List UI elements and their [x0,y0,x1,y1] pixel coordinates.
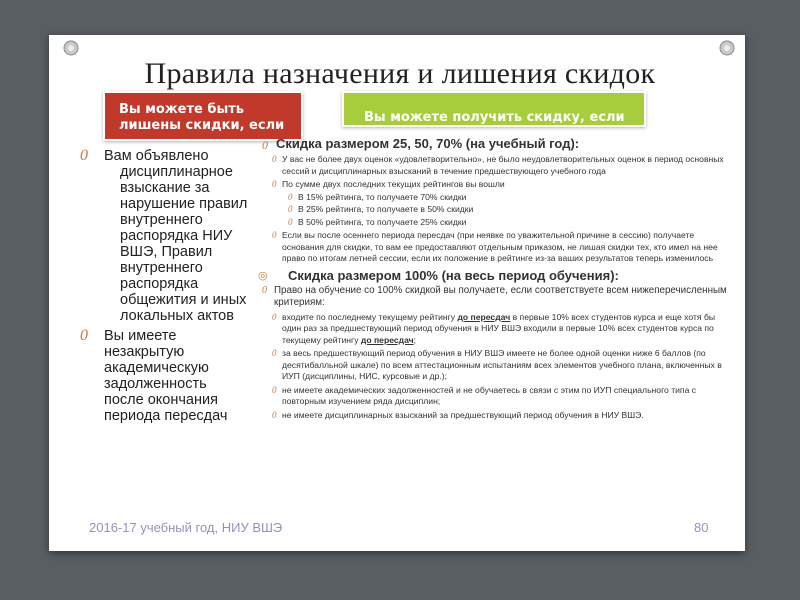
bullet-icon: 0 [80,327,88,344]
list-item: 0 По сумме двух последних текущих рейтингов вы вошли [272,179,505,189]
footer-text: 2016-17 учебный год, НИУ ВШЭ [89,520,283,535]
slide-title: Правила назначения и лишения скидок [144,57,656,90]
deprivation-header: Вы можете быть лишены скидки, если [103,91,303,141]
list-item: 0 за весь предшествующий период обучения в НИУ ВШЭ имеете не более одной оценки ниже 6 баллов (по десятибалльной шкале) по всем аттестационным испытаниям всех элементов учебного плана, включенных в ИУП (дисциплины, НИС, курсовые и др.); [272,348,722,381]
list-item: 0 Если вы после осеннего периода пересдач (при неявке по уважительной причине в сессию) получаете основания для скидки, то вам ее предоставляют отдельным приказом, не лишая скидки тех, кто имел на нее право по итогам летней сессии, если их положение в рейтинге из-за ваших результатов теперь изменилось [272,230,718,263]
list-item: 0 В 50% рейтинга, то получаете 25% скидки [288,216,467,227]
list-item: 0 В 15% рейтинга, то получаете 70% скидки [288,191,467,202]
list-item: 0 В 25% рейтинга, то получаете в 50% скидки [288,204,474,214]
discount-100-heading: ◎ Скидка размером 100% (на весь период обучения): [258,267,619,283]
list-item: 0 входите по последнему текущему рейтингу до пересдач в первые 10% всех студентов курса и еще хотя бы один раз за предшествующий период обучения в НИУ ВШЭ входили в первые 10% всех студентов курса по текущему рейтингу до пересдач; [272,311,716,345]
discount-header: Вы можете получить скидку, если [342,91,646,127]
discount-25-70-heading: 0 Скидка размером 25, 50, 70% (на учебный год): [262,136,580,152]
list-item: 0 не имеете дисциплинарных взысканий за предшествующий период обучения в НИУ ВШЭ. [272,409,644,420]
deprivation-list [80,148,250,428]
bullet-icon: 0 [80,147,88,164]
pushpin-icon [719,40,735,56]
list-item: 0 не имеете академических задолженностей и не обучаетесь в связи с этим по ИУП специального типа с повторным изучением ряда дисциплин; [272,384,697,406]
list-item: 0 У вас не более двух оценок «удовлетворительно», не было неудовлетворительных оценок в период основных сессий и дисциплинарных взысканий в течение предшествующего учебного года [272,154,724,176]
discount-rules [258,136,728,421]
list-item: 0 Право на обучение со 100% скидкой вы получаете, если соответствуете всем нижеперечисленным критериям: [262,284,727,308]
pushpin-icon [63,40,79,56]
list-item: 0 Вы имеете незакрытую академическую задолженность после окончания периода пересдач [80,327,228,424]
page-number: 80 [694,520,709,535]
list-item: 0 Вам объявлено дисциплинарное взыскание за нарушение правил внутреннего распорядка НИУ ВШЭ, Правил внутреннего распорядка общежития и иных локальных актов [80,147,248,324]
